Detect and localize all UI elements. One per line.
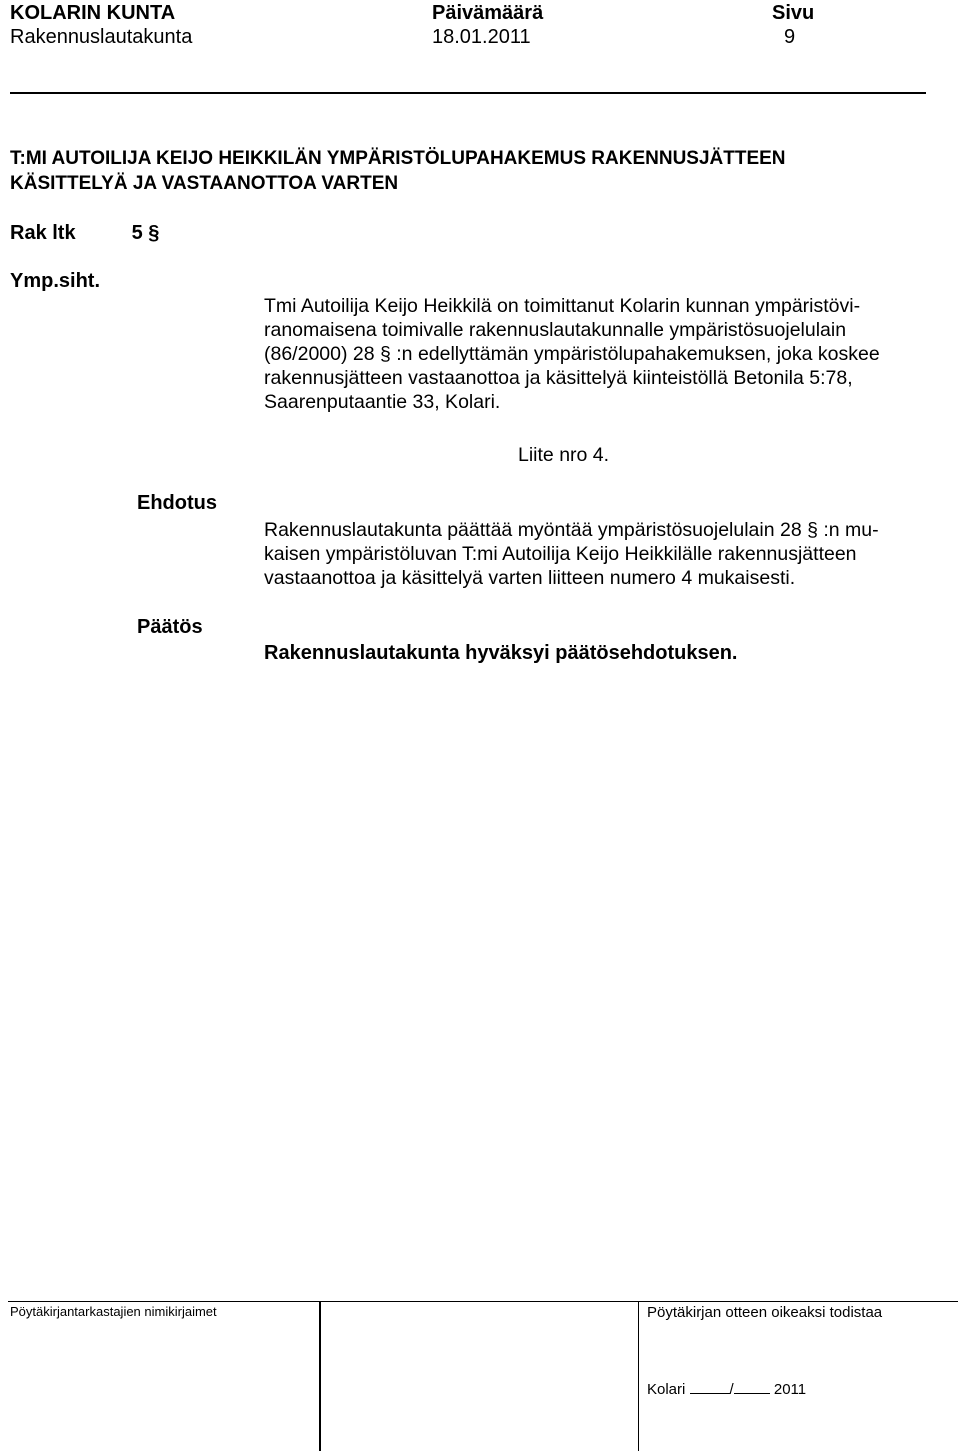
signature-date-line	[647, 1378, 806, 1398]
section-reference	[10, 222, 159, 245]
intro-line: Tmi Autoilija Keijo Heikkilä on toimittanut Kolarin kunnan ympäristövi-	[264, 295, 861, 317]
inspectors-initials-label: Pöytäkirjantarkastajien nimikirjaimet	[10, 1304, 217, 1319]
intro-line: (86/2000) 28 § :n edellyttämän ympäristölupahakemuksen, joka koskee	[264, 343, 880, 365]
proposal-line: kaisen ympäristöluvan T:mi Autoilija Keijo Heikkilälle rakennusjätteen	[264, 543, 857, 565]
section-ref-number: 5	[131, 222, 143, 244]
date-slash: /	[729, 1381, 734, 1398]
certification-label: Pöytäkirjan otteen oikeaksi todistaa	[647, 1304, 883, 1321]
section-ref-label: Rak ltk	[10, 222, 76, 244]
day-blank	[690, 1378, 730, 1394]
signature-place: Kolari	[647, 1381, 686, 1398]
footer-divider	[8, 1301, 958, 1302]
board-name: Rakennuslautakunta	[10, 26, 193, 48]
proposal-label: Ehdotus	[137, 492, 217, 514]
month-blank	[734, 1378, 770, 1394]
section-symbol: §	[148, 222, 160, 244]
decision-text: Rakennuslautakunta hyväksyi päätösehdotuksen.	[264, 642, 738, 664]
decision-label: Päätös	[137, 616, 203, 638]
preparer-label: Ymp.siht.	[10, 270, 101, 292]
footer-vertical-divider-right	[638, 1301, 639, 1451]
proposal-paragraph	[264, 518, 879, 590]
header-divider	[10, 92, 926, 94]
intro-line: ranomaisena toimivalle rakennuslautakunnalle ympäristösuojelulain	[264, 319, 847, 341]
page-number: 9	[784, 26, 796, 48]
footer-vertical-divider	[319, 1301, 321, 1451]
organization-name: KOLARIN KUNTA	[10, 2, 176, 24]
attachment-reference: Liite nro 4.	[518, 444, 610, 466]
intro-paragraph	[264, 294, 880, 414]
page-label: Sivu	[772, 2, 815, 24]
document-title-line-2: KÄSITTELYÄ JA VASTAANOTTOA VARTEN	[10, 173, 399, 194]
proposal-line: Rakennuslautakunta päättää myöntää ympäristösuojelulain 28 § :n mu-	[264, 519, 879, 541]
intro-line: rakennusjätteen vastaanottoa ja käsittelyä kiinteistöllä Betonila 5:78,	[264, 367, 853, 389]
signature-year: 2011	[773, 1381, 807, 1398]
proposal-line: vastaanottoa ja käsittelyä varten liitteen numero 4 mukaisesti.	[264, 567, 796, 589]
document-title-line-1: T:MI AUTOILIJA KEIJO HEIKKILÄN YMPÄRISTÖLUPAHAKEMUS RAKENNUSJÄTTEEN	[10, 148, 786, 169]
intro-line: Saarenputaantie 33, Kolari.	[264, 391, 501, 413]
date-value: 18.01.2011	[432, 26, 531, 48]
date-label: Päivämäärä	[432, 2, 544, 24]
